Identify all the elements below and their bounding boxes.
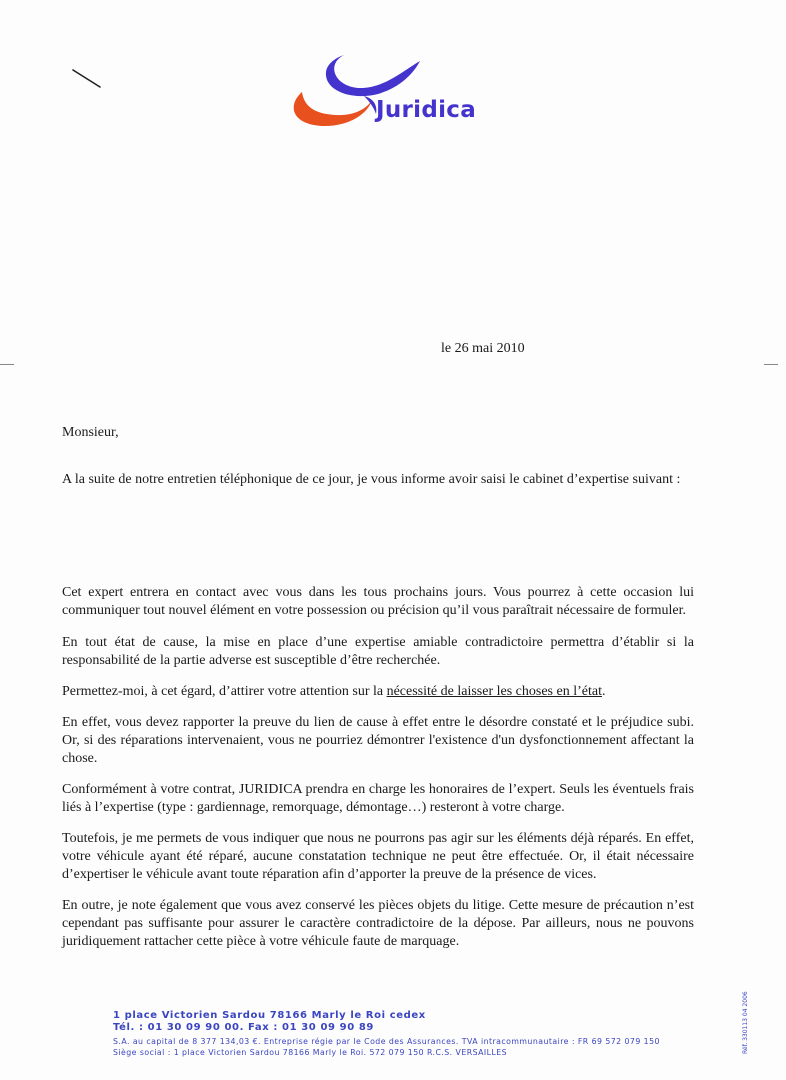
salutation: Monsieur, [62,425,119,440]
paragraph-expertise: En tout état de cause, la mise en place d’une expertise amiable contradictoire permettra d’établir si la responsabilité de la partie adverse est susceptible d’être recherchée. [62,635,694,668]
attention-end: . [601,684,606,699]
footer-address: 1 place Victorien Sardou 78166 Marly le Roi cedex [113,1010,426,1021]
attention-text: Permettez-moi, à cet égard, d’attirer votre attention sur la [62,684,387,699]
fold-mark-left [0,364,14,365]
underlined-notice: nécessité de laisser les choses en l’état [386,684,602,699]
fold-mark-right [764,364,778,365]
footer-legal: S.A. au capital de 8 377 134,03 €. Entreprise régie par le Code des Assurances. TVA intracommunautaire : FR 69 572 079 150 [113,1037,660,1046]
pen-stroke-mark [72,68,102,90]
paragraph-attention [62,683,694,701]
paragraph-intro: A la suite de notre entretien téléphonique de ce jour, je vous informe avoir saisi le cabinet d’expertise suivant : [62,472,681,487]
paragraph-expert-contact: Cet expert entrera en contact avec vous dans les tous prochains jours. Vous pourrez à cette occasion lui communiquer tout nouvel élément en votre possession ou précision qu’il vous paraîtrait nécessaire de formuler. [62,585,694,618]
paragraph-contract: Conformément à votre contrat, JURIDICA prendra en charge les honoraires de l’expert. Seuls les éventuels frais liés à l’expertise (type : gardiennage, remorquage, démontage…) resteront à votre charge. [62,782,694,815]
paragraph-parts: En outre, je note également que vous avez conservé les pièces objets du litige. Cette mesure de précaution n’est cependant pas suffisante pour assurer le caractère contradictoire de la dépose. Par ailleurs, nous ne pouvons juridiquement rattacher cette pièce à votre véhicule faute de marquage. [62,898,694,949]
brand-name: Juridica [376,97,477,123]
paragraph-proof: En effet, vous devez rapporter la preuve du lien de cause à effet entre le désordre constaté et le préjudice subi. Or, si des réparations intervenaient, vous ne pourriez démontrer l'existence d'un dysfonctionnement affectant la chose. [62,715,694,766]
juridica-logo [286,52,496,142]
document-reference: Réf. 330113 04 2006 [742,991,749,1054]
letter-date: le 26 mai 2010 [441,341,525,356]
footer-phone: Tél. : 01 30 09 90 00. Fax : 01 30 09 90 89 [113,1022,374,1033]
footer-registered-seat: Siège social : 1 place Victorien Sardou 78166 Marly le Roi. 572 079 150 R.C.S. VERSAILLES [113,1048,508,1057]
paragraph-repairs: Toutefois, je me permets de vous indiquer que nous ne pourrons pas agir sur les éléments déjà réparés. En effet, votre véhicule ayant été réparé, aucune constatation technique ne peut être effectuée. Or, il était nécessaire d’expertiser le véhicule avant toute réparation afin d’apporter la preuve de la présence de vices. [62,831,694,882]
